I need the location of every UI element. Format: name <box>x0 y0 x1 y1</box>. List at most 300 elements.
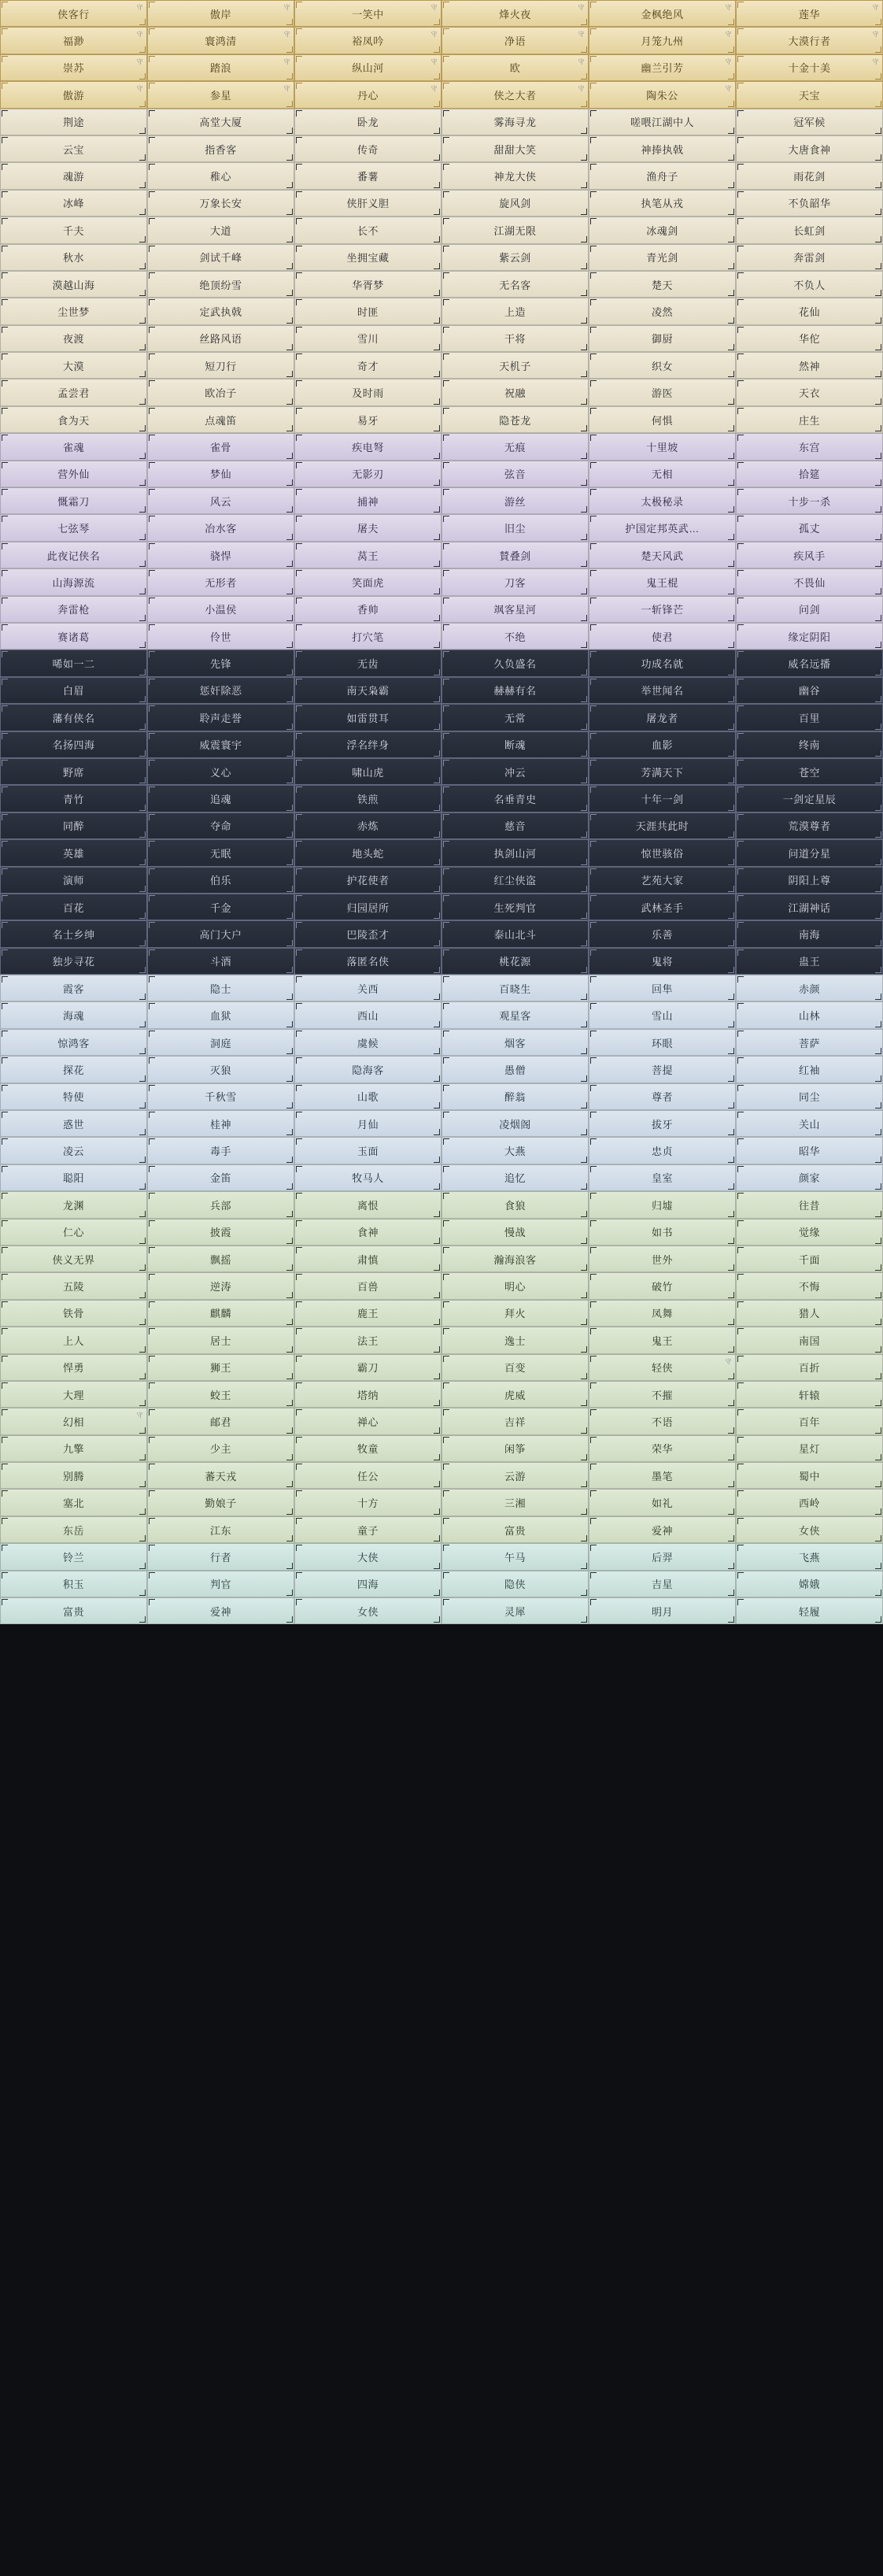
title-cell[interactable] <box>147 542 294 568</box>
title-cell[interactable] <box>294 1110 442 1137</box>
title-cell[interactable] <box>589 0 736 27</box>
title-cell[interactable] <box>294 487 442 514</box>
title-cell[interactable] <box>589 1489 736 1516</box>
title-cell[interactable] <box>0 731 147 758</box>
title-cell[interactable] <box>442 162 589 189</box>
title-cell[interactable] <box>442 975 589 1001</box>
title-cell[interactable] <box>0 1354 147 1381</box>
title-cell[interactable] <box>0 812 147 839</box>
title-cell[interactable] <box>589 461 736 487</box>
title-cell[interactable] <box>0 1056 147 1083</box>
title-cell[interactable] <box>294 0 442 27</box>
title-cell[interactable] <box>294 271 442 298</box>
title-cell[interactable] <box>147 1354 294 1381</box>
title-cell[interactable] <box>0 920 147 947</box>
title-cell[interactable] <box>736 1516 883 1543</box>
title-cell[interactable] <box>0 54 147 81</box>
title-cell[interactable] <box>0 352 147 379</box>
title-cell[interactable] <box>589 1029 736 1056</box>
title-cell[interactable] <box>147 487 294 514</box>
title-cell[interactable] <box>294 1516 442 1543</box>
title-cell[interactable] <box>589 1516 736 1543</box>
title-cell[interactable] <box>294 1408 442 1434</box>
title-cell[interactable] <box>736 704 883 731</box>
title-cell[interactable] <box>294 81 442 108</box>
title-cell[interactable] <box>0 433 147 460</box>
title-cell[interactable] <box>0 1435 147 1462</box>
title-cell[interactable] <box>294 1543 442 1570</box>
title-cell[interactable] <box>442 461 589 487</box>
title-cell[interactable] <box>0 785 147 812</box>
title-cell[interactable] <box>0 596 147 623</box>
title-cell[interactable] <box>0 1272 147 1299</box>
title-cell[interactable] <box>736 1571 883 1597</box>
title-cell[interactable] <box>442 596 589 623</box>
title-cell[interactable] <box>736 731 883 758</box>
title-cell[interactable] <box>442 244 589 271</box>
title-cell[interactable] <box>147 1435 294 1462</box>
title-cell[interactable] <box>442 1571 589 1597</box>
title-cell[interactable] <box>0 704 147 731</box>
title-cell[interactable] <box>147 298 294 324</box>
title-cell[interactable] <box>147 1408 294 1434</box>
title-cell[interactable] <box>294 812 442 839</box>
title-cell[interactable] <box>0 1408 147 1434</box>
title-cell[interactable] <box>736 812 883 839</box>
title-cell[interactable] <box>294 596 442 623</box>
title-cell[interactable] <box>589 433 736 460</box>
title-cell[interactable] <box>589 975 736 1001</box>
title-cell[interactable] <box>442 1435 589 1462</box>
title-cell[interactable] <box>294 461 442 487</box>
title-cell[interactable] <box>0 894 147 920</box>
title-cell[interactable] <box>147 217 294 243</box>
title-cell[interactable] <box>736 379 883 405</box>
title-cell[interactable] <box>589 325 736 352</box>
title-cell[interactable] <box>0 758 147 785</box>
title-cell[interactable] <box>442 704 589 731</box>
title-cell[interactable] <box>147 785 294 812</box>
title-cell[interactable] <box>147 1164 294 1191</box>
title-cell[interactable] <box>589 54 736 81</box>
title-cell[interactable] <box>0 406 147 433</box>
title-cell[interactable] <box>294 1219 442 1245</box>
title-cell[interactable] <box>442 1137 589 1164</box>
title-cell[interactable] <box>0 542 147 568</box>
title-cell[interactable] <box>736 1110 883 1137</box>
title-cell[interactable] <box>736 190 883 217</box>
title-cell[interactable] <box>736 1435 883 1462</box>
title-cell[interactable] <box>442 948 589 975</box>
title-cell[interactable] <box>442 867 589 894</box>
title-cell[interactable] <box>589 785 736 812</box>
title-cell[interactable] <box>294 1354 442 1381</box>
title-cell[interactable] <box>147 975 294 1001</box>
title-cell[interactable] <box>589 1543 736 1570</box>
title-cell[interactable] <box>294 1571 442 1597</box>
title-cell[interactable] <box>589 758 736 785</box>
title-cell[interactable] <box>147 325 294 352</box>
title-cell[interactable] <box>0 839 147 866</box>
title-cell[interactable] <box>294 623 442 650</box>
title-cell[interactable] <box>0 1110 147 1137</box>
title-cell[interactable] <box>442 1516 589 1543</box>
title-cell[interactable] <box>736 1543 883 1570</box>
title-cell[interactable] <box>589 487 736 514</box>
title-cell[interactable] <box>0 1245 147 1272</box>
title-cell[interactable] <box>589 948 736 975</box>
title-cell[interactable] <box>294 244 442 271</box>
title-cell[interactable] <box>442 1029 589 1056</box>
title-cell[interactable] <box>0 81 147 108</box>
title-cell[interactable] <box>736 461 883 487</box>
title-cell[interactable] <box>736 1272 883 1299</box>
title-cell[interactable] <box>736 54 883 81</box>
title-cell[interactable] <box>736 1083 883 1110</box>
title-cell[interactable] <box>589 109 736 135</box>
title-cell[interactable] <box>589 1110 736 1137</box>
title-cell[interactable] <box>589 298 736 324</box>
title-cell[interactable] <box>294 1164 442 1191</box>
title-cell[interactable] <box>589 1354 736 1381</box>
title-cell[interactable] <box>294 27 442 54</box>
title-cell[interactable] <box>442 1300 589 1327</box>
title-cell[interactable] <box>147 1381 294 1408</box>
title-cell[interactable] <box>442 81 589 108</box>
title-cell[interactable] <box>736 0 883 27</box>
title-cell[interactable] <box>147 162 294 189</box>
title-cell[interactable] <box>736 1164 883 1191</box>
title-cell[interactable] <box>147 1083 294 1110</box>
title-cell[interactable] <box>442 0 589 27</box>
title-cell[interactable] <box>294 1462 442 1489</box>
title-cell[interactable] <box>0 461 147 487</box>
title-cell[interactable] <box>294 1435 442 1462</box>
title-cell[interactable] <box>736 839 883 866</box>
title-cell[interactable] <box>589 135 736 162</box>
title-cell[interactable] <box>442 109 589 135</box>
title-cell[interactable] <box>736 487 883 514</box>
title-cell[interactable] <box>442 1462 589 1489</box>
title-cell[interactable] <box>589 867 736 894</box>
title-cell[interactable] <box>442 1489 589 1516</box>
title-cell[interactable] <box>294 325 442 352</box>
title-cell[interactable] <box>0 1029 147 1056</box>
title-cell[interactable] <box>147 1327 294 1353</box>
title-cell[interactable] <box>147 920 294 947</box>
title-cell[interactable] <box>0 135 147 162</box>
title-cell[interactable] <box>442 406 589 433</box>
title-cell[interactable] <box>147 1137 294 1164</box>
title-cell[interactable] <box>589 514 736 541</box>
title-cell[interactable] <box>294 758 442 785</box>
title-cell[interactable] <box>0 975 147 1001</box>
title-cell[interactable] <box>147 461 294 487</box>
title-cell[interactable] <box>0 867 147 894</box>
title-cell[interactable] <box>0 1462 147 1489</box>
title-cell[interactable] <box>294 1001 442 1028</box>
title-cell[interactable] <box>442 568 589 595</box>
title-cell[interactable] <box>147 704 294 731</box>
title-cell[interactable] <box>736 623 883 650</box>
title-cell[interactable] <box>0 1489 147 1516</box>
title-cell[interactable] <box>0 1219 147 1245</box>
title-cell[interactable] <box>442 514 589 541</box>
title-cell[interactable] <box>589 1001 736 1028</box>
title-cell[interactable] <box>0 568 147 595</box>
title-cell[interactable] <box>294 406 442 433</box>
title-cell[interactable] <box>589 244 736 271</box>
title-cell[interactable] <box>0 1543 147 1570</box>
title-cell[interactable] <box>294 433 442 460</box>
title-cell[interactable] <box>442 1083 589 1110</box>
title-cell[interactable] <box>589 650 736 676</box>
title-cell[interactable] <box>147 1191 294 1218</box>
title-cell[interactable] <box>589 1164 736 1191</box>
title-cell[interactable] <box>736 542 883 568</box>
title-cell[interactable] <box>442 1219 589 1245</box>
title-cell[interactable] <box>589 1408 736 1434</box>
title-cell[interactable] <box>736 1381 883 1408</box>
title-cell[interactable] <box>736 1300 883 1327</box>
title-cell[interactable] <box>294 1327 442 1353</box>
title-cell[interactable] <box>589 542 736 568</box>
title-cell[interactable] <box>736 1462 883 1489</box>
title-cell[interactable] <box>147 948 294 975</box>
title-cell[interactable] <box>294 1272 442 1299</box>
title-cell[interactable] <box>294 135 442 162</box>
title-cell[interactable] <box>294 1381 442 1408</box>
title-cell[interactable] <box>736 1489 883 1516</box>
title-cell[interactable] <box>147 1110 294 1137</box>
title-cell[interactable] <box>736 135 883 162</box>
title-cell[interactable] <box>736 109 883 135</box>
title-cell[interactable] <box>442 812 589 839</box>
title-cell[interactable] <box>736 920 883 947</box>
title-cell[interactable] <box>0 27 147 54</box>
title-cell[interactable] <box>294 1029 442 1056</box>
title-cell[interactable] <box>442 433 589 460</box>
title-cell[interactable] <box>736 1354 883 1381</box>
title-cell[interactable] <box>294 731 442 758</box>
title-cell[interactable] <box>147 623 294 650</box>
title-cell[interactable] <box>0 650 147 676</box>
title-cell[interactable] <box>0 325 147 352</box>
title-cell[interactable] <box>589 1272 736 1299</box>
title-cell[interactable] <box>442 1110 589 1137</box>
title-cell[interactable] <box>736 406 883 433</box>
title-cell[interactable] <box>736 27 883 54</box>
title-cell[interactable] <box>294 839 442 866</box>
title-cell[interactable] <box>147 1272 294 1299</box>
title-cell[interactable] <box>736 1408 883 1434</box>
title-cell[interactable] <box>294 948 442 975</box>
title-cell[interactable] <box>294 568 442 595</box>
title-cell[interactable] <box>0 271 147 298</box>
title-cell[interactable] <box>589 623 736 650</box>
title-cell[interactable] <box>589 162 736 189</box>
title-cell[interactable] <box>0 677 147 704</box>
title-cell[interactable] <box>294 190 442 217</box>
title-cell[interactable] <box>294 162 442 189</box>
title-cell[interactable] <box>736 650 883 676</box>
title-cell[interactable] <box>442 1354 589 1381</box>
title-cell[interactable] <box>294 975 442 1001</box>
title-cell[interactable] <box>147 1219 294 1245</box>
title-cell[interactable] <box>589 704 736 731</box>
title-cell[interactable] <box>147 514 294 541</box>
title-cell[interactable] <box>294 54 442 81</box>
title-cell[interactable] <box>442 785 589 812</box>
title-cell[interactable] <box>147 1056 294 1083</box>
title-cell[interactable] <box>294 1300 442 1327</box>
title-cell[interactable] <box>736 1001 883 1028</box>
title-cell[interactable] <box>589 406 736 433</box>
title-cell[interactable] <box>294 785 442 812</box>
title-cell[interactable] <box>442 1164 589 1191</box>
title-cell[interactable] <box>736 298 883 324</box>
title-cell[interactable] <box>0 1597 147 1624</box>
title-cell[interactable] <box>589 1056 736 1083</box>
title-cell[interactable] <box>147 596 294 623</box>
title-cell[interactable] <box>147 1597 294 1624</box>
title-cell[interactable] <box>0 1137 147 1164</box>
title-cell[interactable] <box>0 948 147 975</box>
title-cell[interactable] <box>147 731 294 758</box>
title-cell[interactable] <box>147 758 294 785</box>
title-cell[interactable] <box>147 190 294 217</box>
title-cell[interactable] <box>736 1056 883 1083</box>
title-cell[interactable] <box>736 1245 883 1272</box>
title-cell[interactable] <box>147 0 294 27</box>
title-cell[interactable] <box>736 514 883 541</box>
title-cell[interactable] <box>589 731 736 758</box>
title-cell[interactable] <box>147 81 294 108</box>
title-cell[interactable] <box>0 1571 147 1597</box>
title-cell[interactable] <box>0 1164 147 1191</box>
title-cell[interactable] <box>442 894 589 920</box>
title-cell[interactable] <box>442 1245 589 1272</box>
title-cell[interactable] <box>147 244 294 271</box>
title-cell[interactable] <box>147 1516 294 1543</box>
title-cell[interactable] <box>736 1327 883 1353</box>
title-cell[interactable] <box>442 217 589 243</box>
title-cell[interactable] <box>589 271 736 298</box>
title-cell[interactable] <box>294 1083 442 1110</box>
title-cell[interactable] <box>442 27 589 54</box>
title-cell[interactable] <box>736 975 883 1001</box>
title-cell[interactable] <box>442 1597 589 1624</box>
title-cell[interactable] <box>294 1056 442 1083</box>
title-cell[interactable] <box>442 677 589 704</box>
title-cell[interactable] <box>442 1056 589 1083</box>
title-cell[interactable] <box>442 731 589 758</box>
title-cell[interactable] <box>0 1381 147 1408</box>
title-cell[interactable] <box>736 81 883 108</box>
title-cell[interactable] <box>147 677 294 704</box>
title-cell[interactable] <box>736 244 883 271</box>
title-cell[interactable] <box>442 325 589 352</box>
title-cell[interactable] <box>589 568 736 595</box>
title-cell[interactable] <box>147 1543 294 1570</box>
title-cell[interactable] <box>442 839 589 866</box>
title-cell[interactable] <box>736 1029 883 1056</box>
title-cell[interactable] <box>442 298 589 324</box>
title-cell[interactable] <box>736 325 883 352</box>
title-cell[interactable] <box>589 81 736 108</box>
title-cell[interactable] <box>736 677 883 704</box>
title-cell[interactable] <box>736 1137 883 1164</box>
title-cell[interactable] <box>589 920 736 947</box>
title-cell[interactable] <box>294 1245 442 1272</box>
title-cell[interactable] <box>147 1029 294 1056</box>
title-cell[interactable] <box>736 1219 883 1245</box>
title-cell[interactable] <box>442 1381 589 1408</box>
title-cell[interactable] <box>0 162 147 189</box>
title-cell[interactable] <box>442 623 589 650</box>
title-cell[interactable] <box>147 109 294 135</box>
title-cell[interactable] <box>294 650 442 676</box>
title-cell[interactable] <box>442 920 589 947</box>
title-cell[interactable] <box>147 1571 294 1597</box>
title-cell[interactable] <box>0 190 147 217</box>
title-cell[interactable] <box>442 190 589 217</box>
title-cell[interactable] <box>147 839 294 866</box>
title-cell[interactable] <box>0 0 147 27</box>
title-cell[interactable] <box>147 54 294 81</box>
title-cell[interactable] <box>294 867 442 894</box>
title-cell[interactable] <box>0 1300 147 1327</box>
title-cell[interactable] <box>442 1327 589 1353</box>
title-cell[interactable] <box>147 650 294 676</box>
title-cell[interactable] <box>736 894 883 920</box>
title-cell[interactable] <box>147 867 294 894</box>
title-cell[interactable] <box>294 677 442 704</box>
title-cell[interactable] <box>589 596 736 623</box>
title-cell[interactable] <box>736 1191 883 1218</box>
title-cell[interactable] <box>442 1272 589 1299</box>
title-cell[interactable] <box>589 1219 736 1245</box>
title-cell[interactable] <box>0 487 147 514</box>
title-cell[interactable] <box>147 1245 294 1272</box>
title-cell[interactable] <box>736 785 883 812</box>
title-cell[interactable] <box>147 812 294 839</box>
title-cell[interactable] <box>589 839 736 866</box>
title-cell[interactable] <box>589 190 736 217</box>
title-cell[interactable] <box>442 758 589 785</box>
title-cell[interactable] <box>589 1462 736 1489</box>
title-cell[interactable] <box>147 379 294 405</box>
title-cell[interactable] <box>589 1327 736 1353</box>
title-cell[interactable] <box>589 27 736 54</box>
title-cell[interactable] <box>589 677 736 704</box>
title-cell[interactable] <box>147 1489 294 1516</box>
title-cell[interactable] <box>294 109 442 135</box>
title-cell[interactable] <box>589 352 736 379</box>
title-cell[interactable] <box>589 1381 736 1408</box>
title-cell[interactable] <box>442 135 589 162</box>
title-cell[interactable] <box>736 758 883 785</box>
title-cell[interactable] <box>0 1083 147 1110</box>
title-cell[interactable] <box>589 379 736 405</box>
title-cell[interactable] <box>294 352 442 379</box>
title-cell[interactable] <box>294 542 442 568</box>
title-cell[interactable] <box>294 379 442 405</box>
title-cell[interactable] <box>0 379 147 405</box>
title-cell[interactable] <box>147 433 294 460</box>
title-cell[interactable] <box>442 487 589 514</box>
title-cell[interactable] <box>589 1083 736 1110</box>
